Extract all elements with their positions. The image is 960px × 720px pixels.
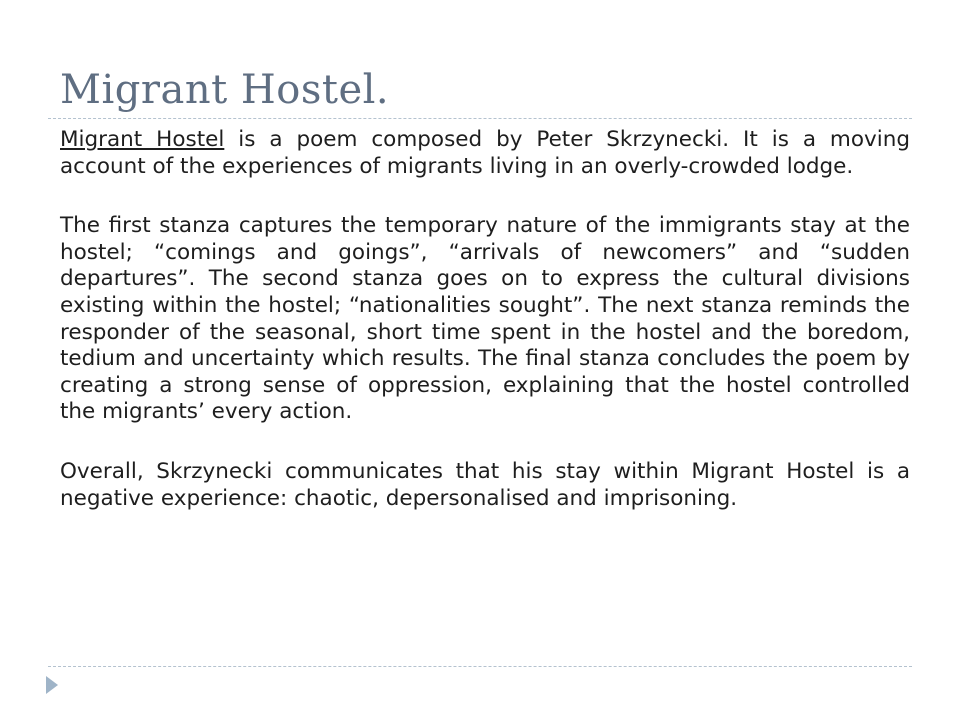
slide-body: [60, 127, 910, 545]
poem-title-link[interactable]: Migrant Hostel: [60, 127, 225, 152]
triangle-bullet-icon: [46, 676, 58, 694]
conclusion-paragraph: Overall, Skrzynecki communicates that his stay within Migrant Hostel is a negative experience: chaotic, depersonalised and imprisoning.: [60, 458, 910, 511]
intro-paragraph: [60, 127, 910, 180]
intro-text: is a poem composed by Peter Skrzynecki. It is a moving account of the experiences of migrants living in an overly-crowded lodge.: [60, 127, 910, 179]
title-divider: [48, 118, 912, 119]
stanza-analysis-paragraph: The first stanza captures the temporary nature of the immigrants stay at the hostel; “comings and goings”, “arrivals of newcomers” and “sudden departures”. The second stanza goes on to express the cultural divisions existing within the hostel; “nationalities sought”. The next stanza reminds the responder of the seasonal, short time spent in the hostel and the boredom, tedium and uncertainty which results. The final stanza concludes the poem by creating a strong sense of oppression, explaining that the hostel controlled the migrants’ every action.: [60, 213, 910, 425]
footer-divider: [48, 666, 912, 667]
slide-title: Migrant Hostel.: [60, 67, 390, 113]
